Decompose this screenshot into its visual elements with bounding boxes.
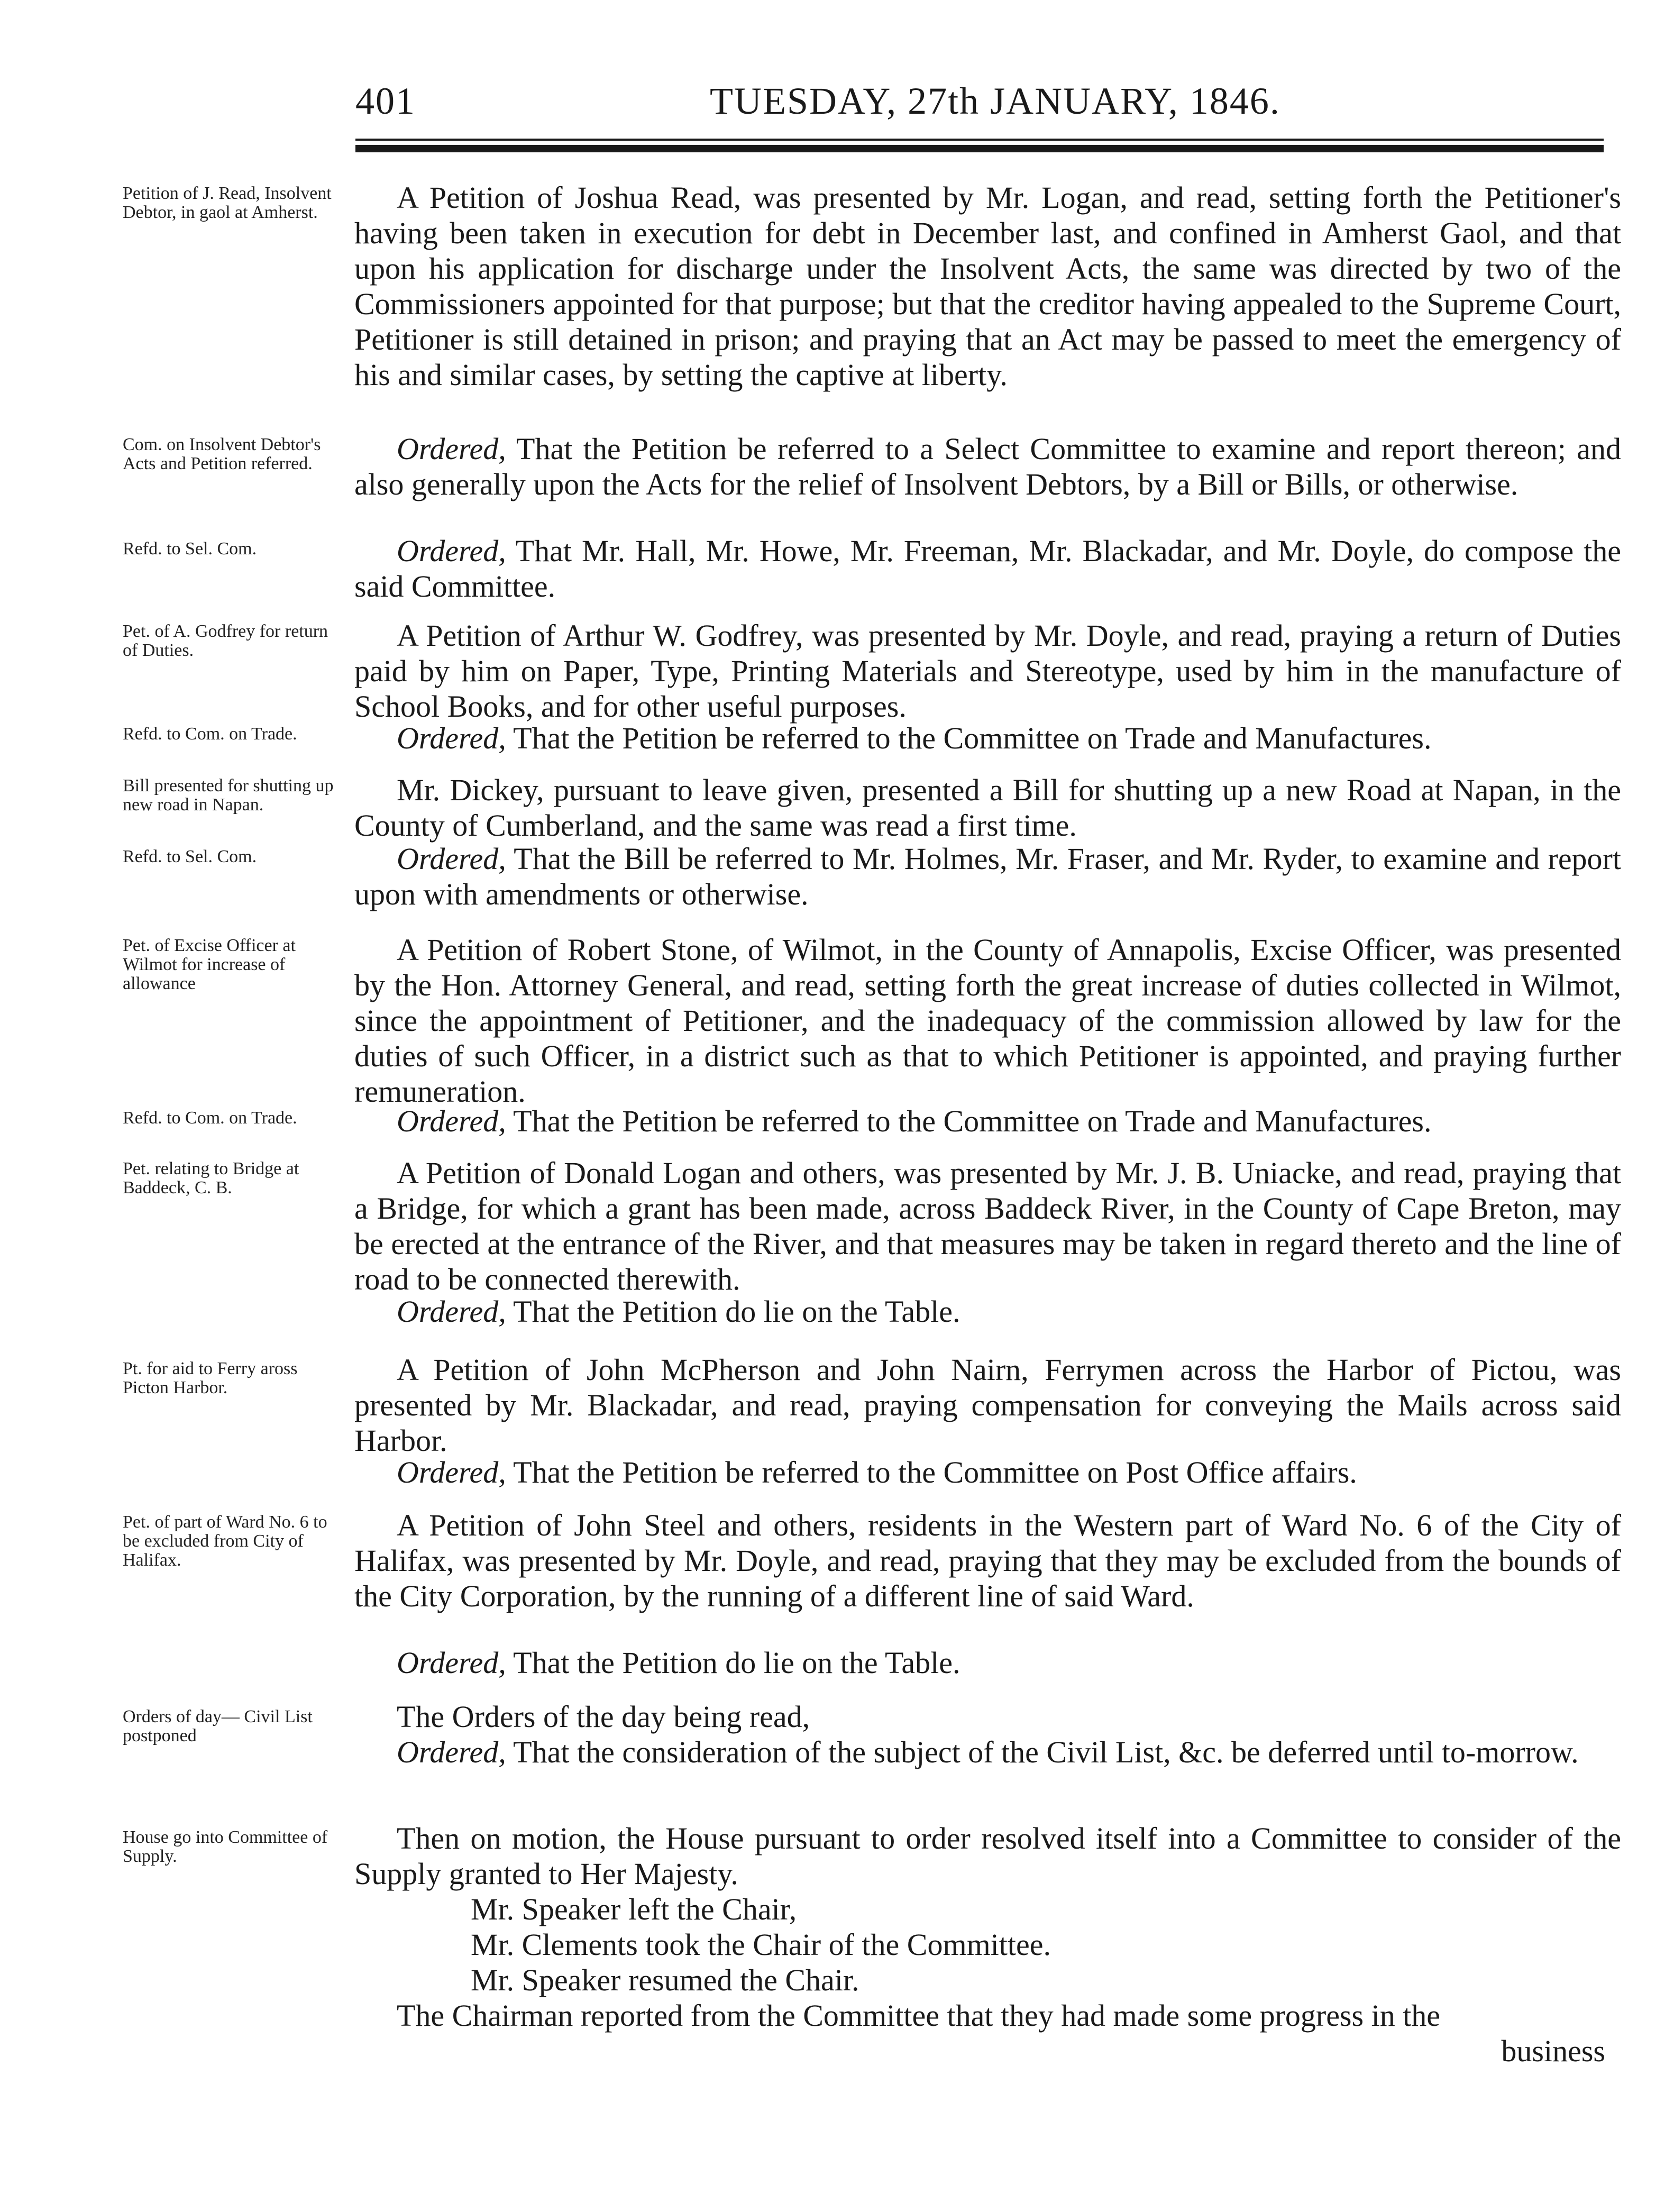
entry-text <box>354 720 1621 756</box>
entry-text: Mr. Dickey, pursuant to leave given, presented a Bill for shutting up a new Road at Napan, in the County of Cumberland, and the same was read a first time. <box>354 773 1621 843</box>
entry-text <box>354 533 1621 604</box>
entry-body: That the Petition do lie on the Table. <box>513 1646 961 1680</box>
ordered-label: Ordered, <box>397 534 506 568</box>
ordered-label: Ordered, <box>397 721 506 755</box>
proceeding-line: Mr. Clements took the Chair of the Committee. <box>471 1927 1051 1962</box>
ordered-label: Ordered, <box>397 1104 506 1138</box>
margin-note: Refd. to Com. on Trade. <box>123 724 297 744</box>
entry-text: A Petition of Arthur W. Godfrey, was presented by Mr. Doyle, and read, praying a return of Duties paid by him on Paper, Type, Printing Materials and Stereotype, used by him in the manufacture of School Books, and for other useful purposes. <box>354 618 1621 724</box>
entry-body: That the Petition be referred to the Committee on Trade and Manufactures. <box>513 721 1432 755</box>
margin-note: Refd. to Sel. Com. <box>123 847 257 866</box>
entry-body: That the Bill be referred to Mr. Holmes, Mr. Fraser, and Mr. Ryder, to examine and report upon with amendments or otherwise. <box>354 842 1621 911</box>
entry-body: That the Petition be referred to the Committee on Post Office affairs. <box>513 1455 1357 1489</box>
catchword: business <box>1501 2034 1605 2068</box>
entry-text <box>354 1294 1621 1329</box>
entry-text <box>354 1645 1621 1680</box>
entry-text: Then on motion, the House pursuant to order resolved itself into a Committee to consider of the Supply granted to Her Majesty. <box>354 1821 1621 1891</box>
proceeding-line: Mr. Speaker resumed the Chair. <box>471 1963 859 1997</box>
entry-body: That Mr. Hall, Mr. Howe, Mr. Freeman, Mr. Blackadar, and Mr. Doyle, do compose the said Committee. <box>354 534 1622 604</box>
ordered-label: Ordered, <box>397 1646 506 1680</box>
margin-note: Pet. of part of Ward No. 6 to be excluded from City of Halifax. <box>123 1512 327 1570</box>
ordered-label: Ordered, <box>397 1294 506 1329</box>
entry-text: A Petition of John Steel and others, residents in the Western part of Ward No. 6 of the City of Halifax, was presented by Mr. Doyle, and read, praying that they may be excluded from the bounds of the City Corporation, by the running of a different line of said Ward. <box>354 1508 1621 1613</box>
margin-note: Pet. of Excise Officer at Wilmot for increase of allowance <box>123 936 296 993</box>
page-number: 401 <box>355 80 416 122</box>
closing-text: The Chairman reported from the Committee that they had made some progress in the <box>397 1998 1441 2033</box>
margin-note: Orders of day— Civil List postponed <box>123 1707 313 1745</box>
entry-body: That the Petition be referred to a Select Committee to examine and report thereon; and also generally upon the Acts for the relief of Insolvent Debtors, by a Bill or Bills, or otherwise. <box>354 432 1621 501</box>
margin-note: Bill presented for shutting up new road in Napan. <box>123 776 334 815</box>
entry-text: A Petition of Robert Stone, of Wilmot, in the County of Annapolis, Excise Officer, was presented by the Hon. Attorney General, and read, setting forth the great increase of duties collected in Wilmot, since the appointment of Petitioner, and the inadequacy of the commission allowed by law for the duties of such Officer, in a district such as that to which Petitioner is appointed, and praying further remuneration. <box>354 933 1621 1109</box>
margin-note: Refd. to Com. on Trade. <box>123 1108 297 1128</box>
entry-body: That the Petition do lie on the Table. <box>513 1294 961 1329</box>
margin-note: Pet. of A. Godfrey for return of Duties. <box>123 621 328 660</box>
ordered-label: Ordered, <box>397 842 506 876</box>
entry-text <box>354 841 1621 912</box>
entry-text <box>354 431 1621 502</box>
margin-note: Pet. relating to Bridge at Baddeck, C. B. <box>123 1159 299 1198</box>
ordered-label: Ordered, <box>397 1735 506 1769</box>
header-rule-thick <box>355 145 1604 152</box>
margin-note: Refd. to Sel. Com. <box>123 539 257 559</box>
entry-text <box>354 1734 1621 1770</box>
ordered-label: Ordered, <box>397 432 506 466</box>
margin-note: Com. on Insolvent Debtor's Acts and Petition referred. <box>123 435 321 473</box>
margin-note: Pt. for aid to Ferry aross Picton Harbor. <box>123 1359 298 1397</box>
entry-body: That the consideration of the subject of the Civil List, &c. be deferred until to-morrow. <box>513 1735 1579 1769</box>
entry-text <box>354 1103 1621 1139</box>
page-date-heading: TUESDAY, 27th JANUARY, 1846. <box>710 80 1280 122</box>
header-rule-thin <box>355 139 1604 141</box>
entry-text: A Petition of Donald Logan and others, was presented by Mr. J. B. Uniacke, and read, praying that a Bridge, for which a grant has been made, across Baddeck River, in the County of Cape Breton, may be erected at the entrance of the River, and that measures may be taken in regard thereto and the line of road to be connected therewith. <box>354 1156 1621 1296</box>
entry-body: That the Petition be referred to the Committee on Trade and Manufactures. <box>513 1104 1432 1138</box>
margin-note: House go into Committee of Supply. <box>123 1827 328 1866</box>
entry-text <box>354 1455 1621 1490</box>
proceeding-line: Mr. Speaker left the Chair, <box>471 1892 797 1926</box>
entry-text: The Orders of the day being read, <box>397 1699 810 1734</box>
entry-text: A Petition of Joshua Read, was presented by Mr. Logan, and read, setting forth the Petitioner's having been taken in execution for debt in December last, and confined in Amherst Gaol, and that upon his application for discharge under the Insolvent Acts, the same was directed by two of the Commissioners appointed for that purpose; but that the creditor having appealed to the Supreme Court, Petitioner is still detained in prison; and praying that an Act may be passed to meet the emergency of his and similar cases, by setting the captive at liberty. <box>354 180 1621 392</box>
margin-note: Petition of J. Read, Insolvent Debtor, in gaol at Amherst. <box>123 184 332 222</box>
page-header <box>355 79 1625 132</box>
ordered-label: Ordered, <box>397 1455 506 1489</box>
entry-text: A Petition of John McPherson and John Nairn, Ferrymen across the Harbor of Pictou, was presented by Mr. Blackadar, and read, praying compensation for conveying the Mails across said Harbor. <box>354 1352 1621 1458</box>
